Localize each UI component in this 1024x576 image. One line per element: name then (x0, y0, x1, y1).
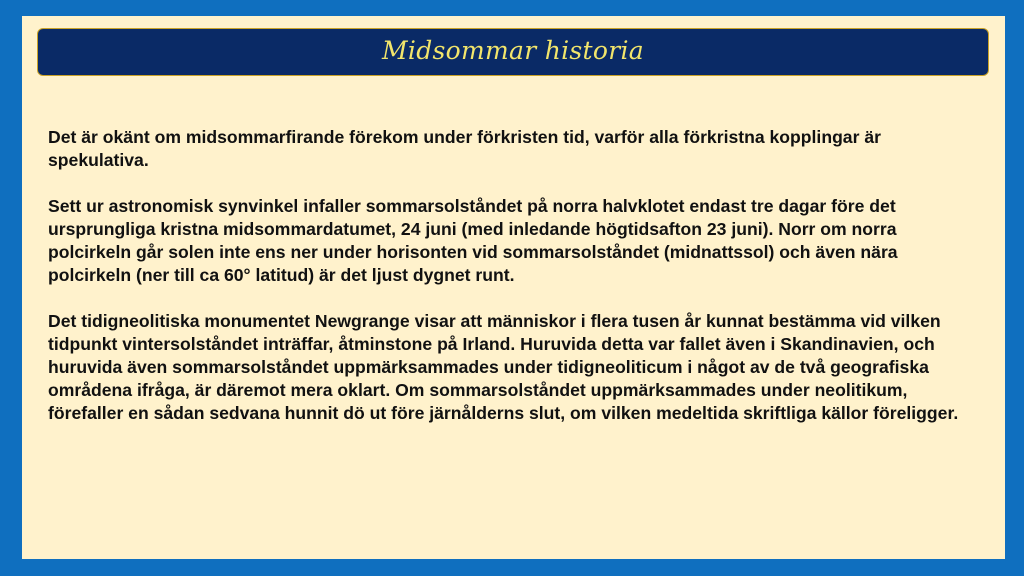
title-bar (37, 28, 989, 76)
slide-title: Midsommar historia (382, 36, 644, 65)
slide (22, 16, 1005, 559)
paragraph-1: Det är okänt om midsommarfirande förekom under förkristen tid, varför alla förkristna kopplingar är spekulativa. (48, 127, 881, 170)
paragraph-3: Det tidigneolitiska monumentet Newgrange visar att människor i flera tusen år kunnat bestämma vid vilken tidpunkt vintersolståndet inträffar, åtminstone på Irland. Huruvida detta var fallet även i Skandinavien, och huruvida även sommarsolståndet uppmärksammades under tidigneoliticum i något av de två geografiska områdena ifråga, är däremot mera oklart. Om sommarsolståndet uppmärksammades under neolitikum, förefaller en sådan sedvana hunnit dö ut före järnålderns slut, om vilken medeltida skriftliga källor föreligger. (48, 311, 959, 423)
paragraph-2: Sett ur astronomisk synvinkel infaller sommarsolståndet på norra halvklotet endast tre dagar före det ursprungliga kristna midsommardatumet, 24 juni (med inledande högtidsafton 23 juni). Norr om norra polcirkeln går solen inte ens ner under horisonten vid sommarsolståndet (midnattssol) och även nära polcirkeln (ner till ca 60° latitud) är det ljust dygnet runt. (48, 196, 898, 285)
slide-body (48, 126, 973, 448)
